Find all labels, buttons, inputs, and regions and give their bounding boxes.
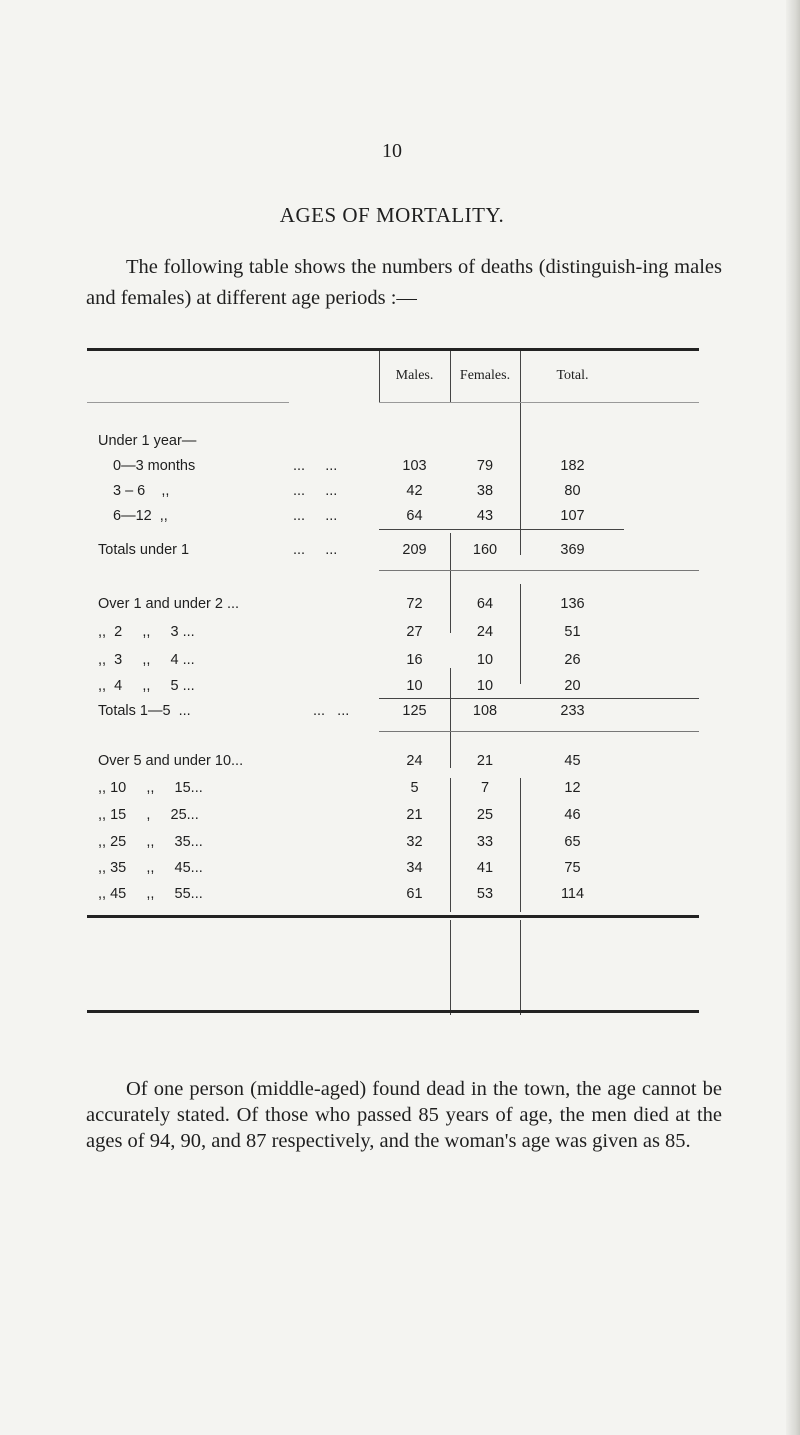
group-rule: [379, 570, 699, 571]
table-final-rule: [87, 1010, 699, 1013]
cell-females: 33: [476, 834, 494, 850]
row-label: 0—3 months: [113, 458, 196, 474]
row-label: 6—12 ,,: [113, 508, 168, 524]
cell-males: 16: [406, 652, 423, 668]
cell-males: 32: [406, 834, 423, 850]
column-header-total: Total.: [556, 368, 589, 383]
cell-total: 114: [560, 886, 585, 902]
page-title: AGES OF MORTALITY.: [279, 203, 505, 227]
cell-males: 34: [406, 860, 423, 876]
cell-total: 80: [564, 483, 581, 499]
column-header-females: Females.: [459, 368, 511, 383]
column-header-males: Males.: [395, 368, 434, 383]
cell-total: 65: [564, 834, 581, 850]
row-label: ,, 35 ,, 45...: [98, 860, 203, 876]
subtotal-rule: [379, 698, 699, 699]
column-divider: [450, 920, 451, 1015]
cell-males: 24: [406, 753, 423, 769]
row-label: ,, 3 ,, 4 ...: [98, 652, 195, 668]
row-label: ,, 2 ,, 3 ...: [98, 624, 195, 640]
cell-females: 38: [476, 483, 494, 499]
cell-females: 24: [476, 624, 494, 640]
subtotal-rule: [379, 529, 624, 530]
total-all: 233: [560, 703, 585, 719]
mortality-table: [87, 348, 699, 920]
table-bottom-rule: [87, 915, 699, 918]
cell-total: 51: [564, 624, 581, 640]
total-males: 125: [402, 703, 427, 719]
cell-total: 12: [564, 780, 581, 796]
cell-males: 27: [406, 624, 423, 640]
cell-females: 64: [476, 596, 494, 612]
leader-dots: ... ...: [293, 542, 338, 558]
cell-females: 21: [476, 753, 494, 769]
cell-females: 53: [476, 886, 494, 902]
leader-dots: ... ...: [293, 483, 338, 499]
cell-males: 10: [406, 678, 423, 694]
intro-paragraph: The following table shows the numbers of deaths (distinguish-ing males and females) at different age periods :—: [86, 256, 722, 309]
cell-males: 72: [406, 596, 423, 612]
row-label: ,, 15 , 25...: [98, 807, 199, 823]
header-rule: [379, 402, 699, 403]
column-divider: [520, 402, 521, 555]
cell-males: 42: [406, 483, 423, 499]
cell-males: 103: [402, 458, 427, 474]
cell-total: 182: [560, 458, 585, 474]
cell-females: 7: [480, 780, 490, 796]
leader-dots: ... ...: [313, 703, 350, 719]
cell-males: 64: [406, 508, 423, 524]
page-number: 10: [382, 140, 402, 162]
row-label: ,, 10 ,, 15...: [98, 780, 203, 796]
row-label: ,, 25 ,, 35...: [98, 834, 203, 850]
cell-females: 10: [476, 678, 494, 694]
cell-females: 43: [476, 508, 494, 524]
totals-label: Totals under 1: [98, 542, 190, 558]
cell-females: 25: [476, 807, 494, 823]
page-edge: [786, 0, 800, 1435]
cell-males: 21: [406, 807, 423, 823]
total-males: 209: [402, 542, 427, 558]
cell-total: 26: [564, 652, 581, 668]
cell-females: 79: [476, 458, 494, 474]
column-divider: [520, 920, 521, 1015]
row-label: Over 5 and under 10...: [98, 753, 244, 769]
group-rule: [379, 731, 699, 732]
cell-total: 75: [564, 860, 581, 876]
cell-total: 20: [564, 678, 581, 694]
total-all: 369: [560, 542, 585, 558]
cell-total: 136: [560, 596, 585, 612]
total-females: 108: [472, 703, 498, 719]
cell-total: 107: [560, 508, 585, 524]
total-females: 160: [472, 542, 498, 558]
leader-dots: ... ...: [293, 508, 338, 524]
header-rule: [87, 402, 289, 403]
cell-females: 41: [476, 860, 494, 876]
cell-males: 5: [410, 780, 419, 796]
row-label: ,, 4 ,, 5 ...: [98, 678, 195, 694]
table-top-rule: [87, 348, 699, 351]
row-label: Over 1 and under 2 ...: [98, 596, 240, 612]
row-label: 3 – 6 ,,: [113, 483, 170, 499]
mortality-table-continued: [87, 920, 699, 1000]
cell-males: 61: [406, 886, 423, 902]
row-label: ,, 45 ,, 55...: [98, 886, 203, 902]
cell-total: 46: [564, 807, 581, 823]
closing-paragraph: Of one person (middle-aged) found dead in the town, the age cannot be accurately stated. Of those who passed 85 years of age, the men died at the ages of 94, 90, and 87 respectively, and the woman's age was given as 85.: [86, 1078, 722, 1152]
cell-females: 10: [476, 652, 494, 668]
group-title: Under 1 year—: [98, 433, 197, 449]
totals-label: Totals 1—5 ...: [98, 703, 191, 719]
cell-total: 45: [564, 753, 581, 769]
leader-dots: ... ...: [293, 458, 338, 474]
